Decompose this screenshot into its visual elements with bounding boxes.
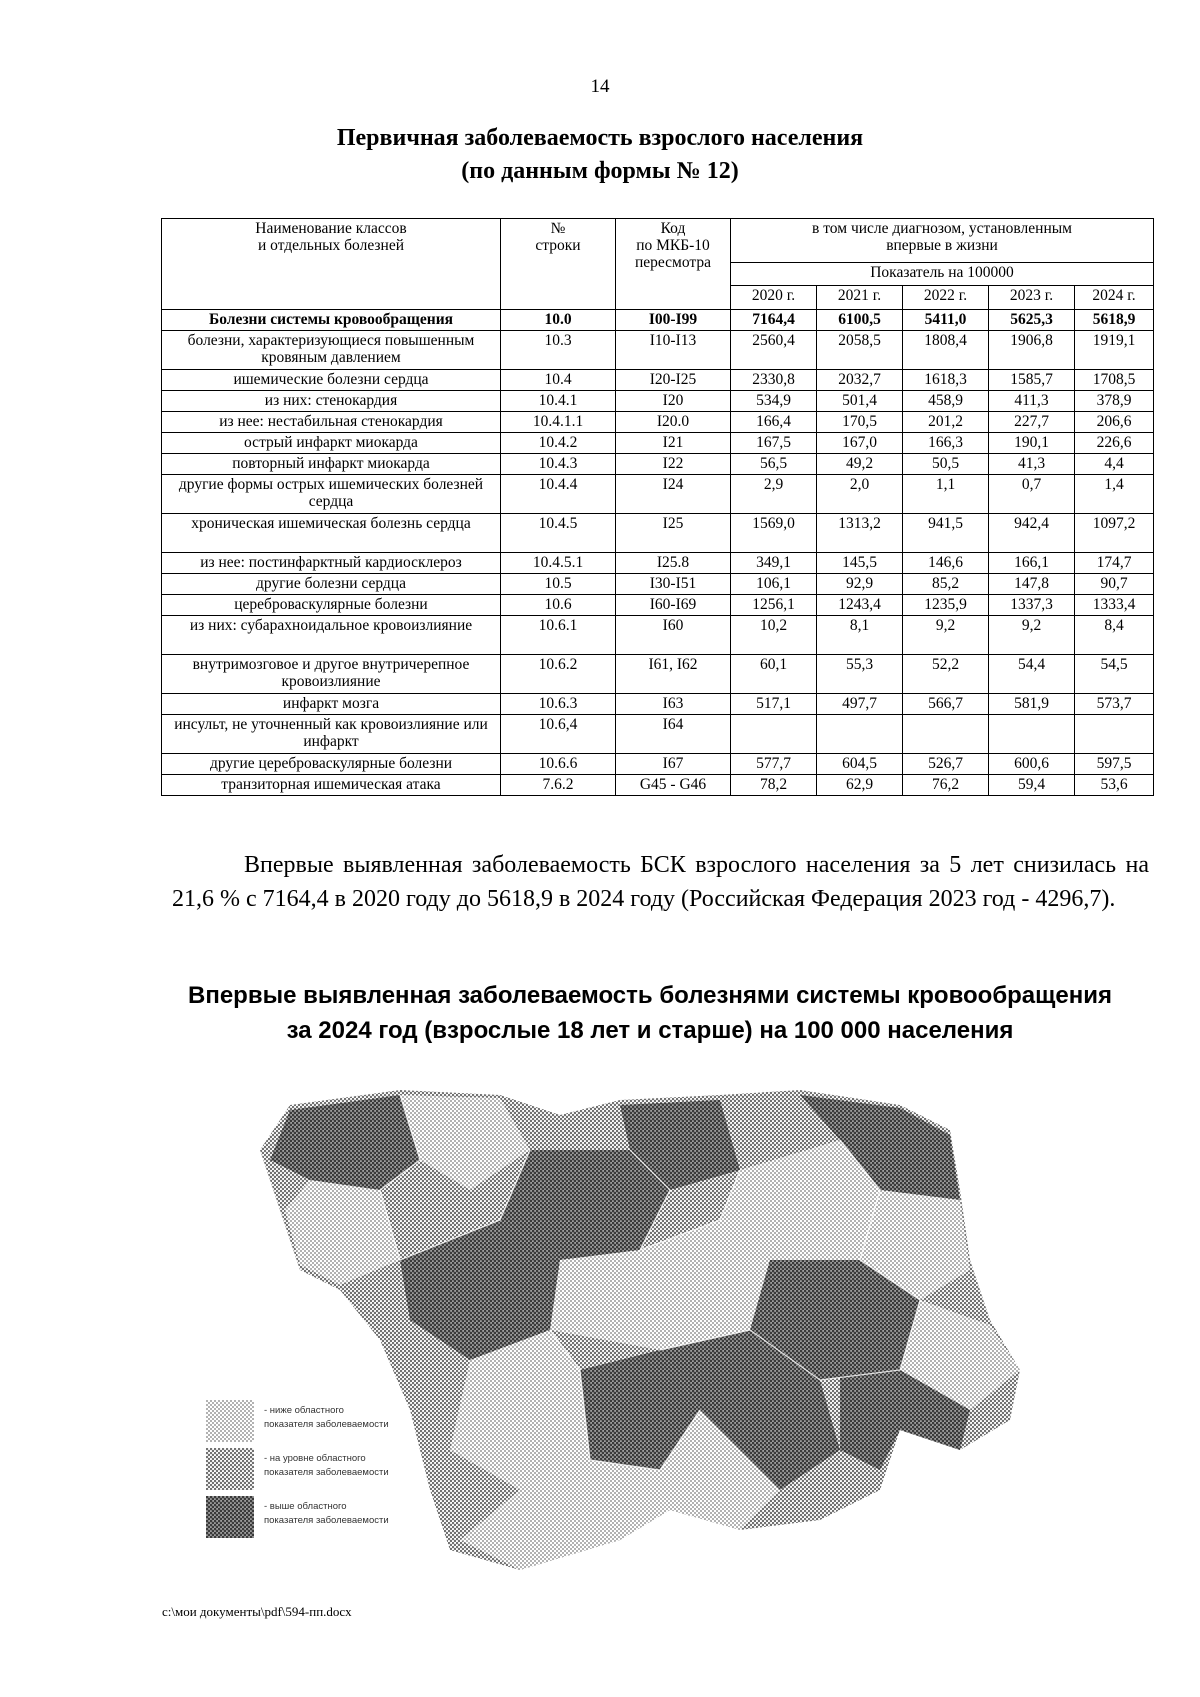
row-name: из нее: постинфарктный кардиосклероз [162,553,501,574]
row-code: I67 [616,754,731,775]
row-code: I63 [616,694,731,715]
row-value: 55,3 [817,655,903,694]
row-value: 54,5 [1075,655,1154,694]
row-value: 349,1 [731,553,817,574]
row-code: G45 - G46 [616,775,731,796]
row-name: Болезни системы кровообращения [162,310,501,331]
row-value: 92,9 [817,574,903,595]
row-value: 50,5 [903,454,989,475]
table-row [162,616,1154,655]
row-value: 378,9 [1075,391,1154,412]
row-value: 190,1 [989,433,1075,454]
row-code: I22 [616,454,731,475]
row-value: 2032,7 [817,370,903,391]
row-value: 2058,5 [817,331,903,370]
row-value: 534,9 [731,391,817,412]
row-value: 226,6 [1075,433,1154,454]
summary-paragraph: Впервые выявленная заболеваемость БСК взрослого населения за 5 лет снизилась на 21,6 % с 7164,4 в 2020 году до 5618,9 в 2024 году (Российская Федерация 2023 год - 4296,7). [172,852,1149,912]
row-name: ишемические болезни сердца [162,370,501,391]
header-year: 2022 г. [903,286,989,310]
table-row [162,433,1154,454]
row-code: I64 [616,715,731,754]
row-value: 106,1 [731,574,817,595]
table-row [162,331,1154,370]
row-number: 10.6.6 [501,754,616,775]
row-value: 1313,2 [817,514,903,553]
table-header-row [162,219,1154,263]
title-line-2: (по данным формы № 12) [461,158,739,184]
row-value: 167,5 [731,433,817,454]
row-value: 10,2 [731,616,817,655]
row-value: 577,7 [731,754,817,775]
header-name: Наименование классов и отдельных болезней [162,219,501,310]
row-value: 54,4 [989,655,1075,694]
row-code: I20 [616,391,731,412]
row-value: 1808,4 [903,331,989,370]
header-year: 2024 г. [1075,286,1154,310]
row-value: 600,6 [989,754,1075,775]
map-title-line-2: за 2024 год (взрослые 18 лет и старше) на 100 000 населения [286,1017,1014,1044]
row-code: I61, I62 [616,655,731,694]
row-value: 2,9 [731,475,817,514]
table-row [162,574,1154,595]
row-value: 497,7 [817,694,903,715]
row-name: инсульт, не уточненный как кровоизлияние или инфаркт [162,715,501,754]
row-value: 7164,4 [731,310,817,331]
row-number: 10.6.1 [501,616,616,655]
row-number: 10.6,4 [501,715,616,754]
table-row [162,655,1154,694]
row-value: 6100,5 [817,310,903,331]
row-number: 10.4.4 [501,475,616,514]
row-number: 10.5 [501,574,616,595]
row-value: 201,2 [903,412,989,433]
table-row [162,775,1154,796]
row-value: 1919,1 [1075,331,1154,370]
header-year: 2023 г. [989,286,1075,310]
map-title [140,978,1160,1048]
row-value: 145,5 [817,553,903,574]
table-row [162,370,1154,391]
row-value: 8,4 [1075,616,1154,655]
row-name: цереброваскулярные болезни [162,595,501,616]
row-code: I10-I13 [616,331,731,370]
row-value: 147,8 [989,574,1075,595]
legend-item-below: - ниже областного показателя заболеваемости [206,1400,466,1446]
legend-item-equal: - на уровне областного показателя заболеваемости [206,1448,466,1494]
legend-item-above: - выше областного показателя заболеваемости [206,1496,466,1542]
row-number: 10.4.3 [501,454,616,475]
header-indicator: Показатель на 100000 [731,262,1154,286]
header-year: 2021 г. [817,286,903,310]
row-value: 5411,0 [903,310,989,331]
legend-swatch-equal [206,1448,254,1490]
row-value: 1906,8 [989,331,1075,370]
row-value: 0,7 [989,475,1075,514]
footer-file-path: c:\мои документы\pdf\594-пп.docx [162,1604,352,1619]
row-value: 1,4 [1075,475,1154,514]
row-value: 90,7 [1075,574,1154,595]
table-row [162,754,1154,775]
row-number: 10.0 [501,310,616,331]
row-value: 1618,3 [903,370,989,391]
row-value: 78,2 [731,775,817,796]
row-code: I60-I69 [616,595,731,616]
row-value: 62,9 [817,775,903,796]
row-value: 573,7 [1075,694,1154,715]
row-number: 7.6.2 [501,775,616,796]
row-value: 59,4 [989,775,1075,796]
row-value: 1708,5 [1075,370,1154,391]
page-number: 14 [590,76,610,97]
row-value: 56,5 [731,454,817,475]
row-value: 1235,9 [903,595,989,616]
row-value: 166,4 [731,412,817,433]
row-value: 597,5 [1075,754,1154,775]
row-code: I20.0 [616,412,731,433]
row-value: 517,1 [731,694,817,715]
row-value: 166,1 [989,553,1075,574]
row-name: из них: стенокардия [162,391,501,412]
row-value: 85,2 [903,574,989,595]
header-group: в том числе диагнозом, установленным впервые в жизни [731,219,1154,263]
row-name: из нее: нестабильная стенокардия [162,412,501,433]
row-number: 10.3 [501,331,616,370]
header-row-no: № строки [501,219,616,310]
row-value: 411,3 [989,391,1075,412]
row-value: 581,9 [989,694,1075,715]
row-value: 526,7 [903,754,989,775]
legend-swatch-above [206,1496,254,1538]
row-value: 41,3 [989,454,1075,475]
title-line-1: Первичная заболеваемость взрослого населения [336,125,864,151]
row-number: 10.4.2 [501,433,616,454]
row-number: 10.4.5.1 [501,553,616,574]
row-value: 166,3 [903,433,989,454]
map-title-line-1: Впервые выявленная заболеваемость болезнями системы кровообращения [187,982,1113,1009]
row-value: 1243,4 [817,595,903,616]
row-value: 501,4 [817,391,903,412]
row-value: 1569,0 [731,514,817,553]
row-code: I00-I99 [616,310,731,331]
row-name: транзиторная ишемическая атака [162,775,501,796]
table-row [162,412,1154,433]
row-value: 941,5 [903,514,989,553]
row-code: I21 [616,433,731,454]
row-value: 1333,4 [1075,595,1154,616]
row-name: болезни, характеризующиеся повышенным кровяным давлением [162,331,501,370]
row-number: 10.4.1 [501,391,616,412]
row-name: другие цереброваскулярные болезни [162,754,501,775]
table-row [162,694,1154,715]
row-value: 76,2 [903,775,989,796]
row-value: 1,1 [903,475,989,514]
table-row [162,715,1154,754]
row-value: 4,4 [1075,454,1154,475]
table-row [162,595,1154,616]
row-value: 1256,1 [731,595,817,616]
row-code: I60 [616,616,731,655]
table-row [162,310,1154,331]
row-code: I20-I25 [616,370,731,391]
row-value: 1585,7 [989,370,1075,391]
row-value [989,715,1075,754]
row-value: 2330,8 [731,370,817,391]
row-value: 8,1 [817,616,903,655]
row-name: другие болезни сердца [162,574,501,595]
table-row [162,454,1154,475]
row-value [1075,715,1154,754]
legend-swatch-below [206,1400,254,1442]
row-code: I25 [616,514,731,553]
header-year: 2020 г. [731,286,817,310]
row-name: хроническая ишемическая болезнь сердца [162,514,501,553]
row-number: 10.6.3 [501,694,616,715]
row-value: 2,0 [817,475,903,514]
row-value: 227,7 [989,412,1075,433]
row-code: I30-I51 [616,574,731,595]
row-name: инфаркт мозга [162,694,501,715]
table-row [162,391,1154,412]
row-value [731,715,817,754]
row-value: 2560,4 [731,331,817,370]
row-name: повторный инфаркт миокарда [162,454,501,475]
row-value: 174,7 [1075,553,1154,574]
row-value: 942,4 [989,514,1075,553]
row-number: 10.4 [501,370,616,391]
row-number: 10.4.1.1 [501,412,616,433]
table-row [162,553,1154,574]
row-value: 60,1 [731,655,817,694]
row-value: 167,0 [817,433,903,454]
row-value [817,715,903,754]
row-value: 5625,3 [989,310,1075,331]
row-name: из них: субарахноидальное кровоизлияние [162,616,501,655]
row-value: 5618,9 [1075,310,1154,331]
morbidity-table [161,218,1154,796]
row-value: 604,5 [817,754,903,775]
row-value: 9,2 [903,616,989,655]
row-value [903,715,989,754]
row-name: внутримозговое и другое внутричерепное кровоизлияние [162,655,501,694]
row-value: 53,6 [1075,775,1154,796]
row-number: 10.6 [501,595,616,616]
row-value: 1337,3 [989,595,1075,616]
row-code: I24 [616,475,731,514]
row-code: I25.8 [616,553,731,574]
row-value: 1097,2 [1075,514,1154,553]
row-value: 52,2 [903,655,989,694]
row-name: другие формы острых ишемических болезней сердца [162,475,501,514]
row-value: 206,6 [1075,412,1154,433]
row-value: 458,9 [903,391,989,412]
row-value: 9,2 [989,616,1075,655]
row-number: 10.6.2 [501,655,616,694]
header-code: Код по МКБ-10 пересмотра [616,219,731,310]
row-value: 49,2 [817,454,903,475]
row-value: 146,6 [903,553,989,574]
row-name: острый инфаркт миокарда [162,433,501,454]
table-row [162,475,1154,514]
row-value: 566,7 [903,694,989,715]
row-number: 10.4.5 [501,514,616,553]
table-row [162,514,1154,553]
page-title [140,122,1060,188]
row-value: 170,5 [817,412,903,433]
